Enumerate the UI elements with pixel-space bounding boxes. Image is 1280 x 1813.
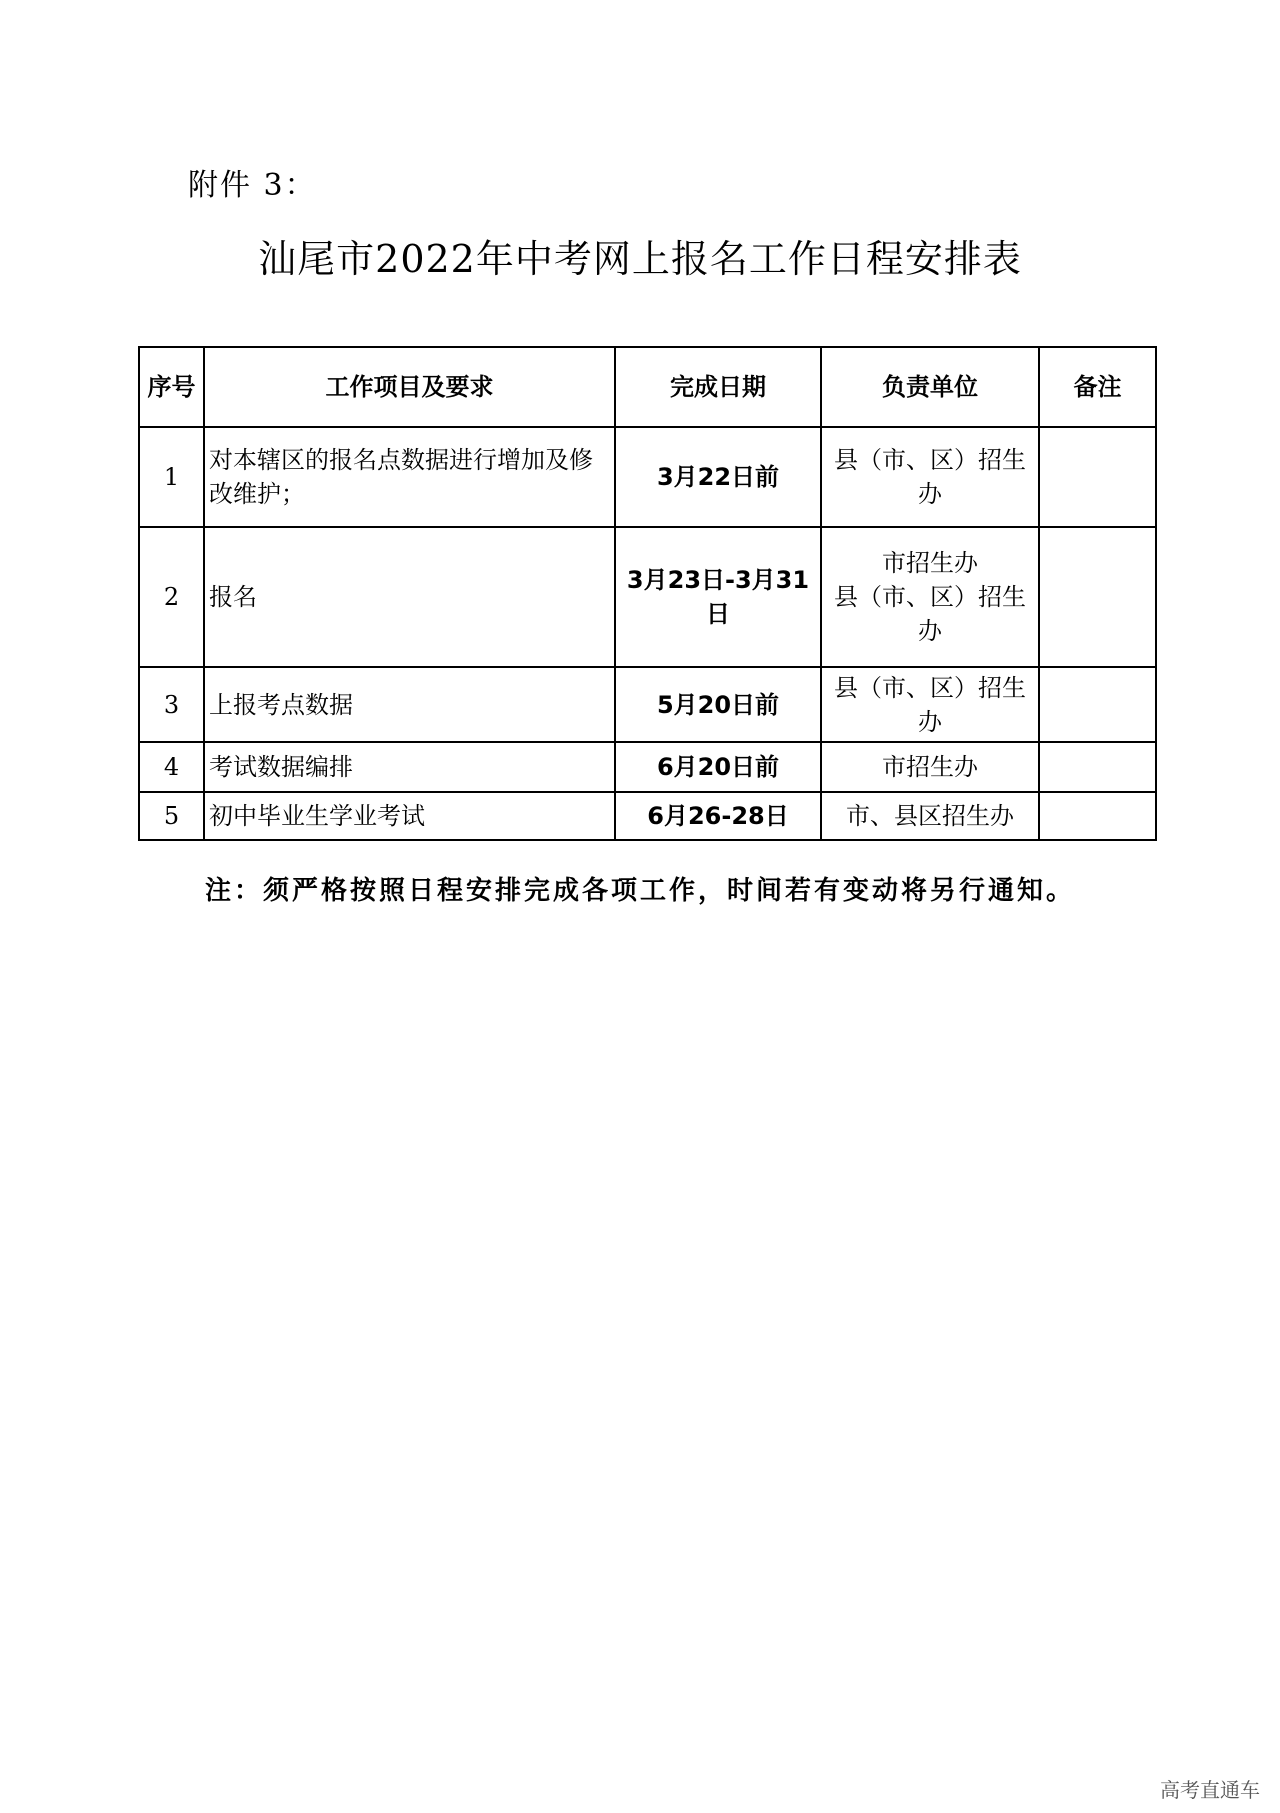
table-row [139, 427, 1156, 527]
remark-cell [1039, 667, 1156, 742]
task-cell: 报名 [204, 527, 615, 667]
unit-line: 县（市、区）招生办 [834, 583, 1026, 645]
unit-line: 市、县区招生办 [846, 802, 1014, 830]
table-row [139, 667, 1156, 742]
table-row [139, 792, 1156, 840]
unit-line: 县（市、区）招生办 [834, 446, 1026, 508]
date-cell: 3月23日-3月31日 [615, 527, 821, 667]
column-header-date: 完成日期 [615, 347, 821, 427]
page-title: 汕尾市2022年中考网上报名工作日程安排表 [258, 237, 1022, 281]
column-header-unit: 负责单位 [821, 347, 1039, 427]
table-header-row [139, 347, 1156, 427]
column-header-task: 工作项目及要求 [204, 347, 615, 427]
unit-line: 县（市、区）招生办 [834, 673, 1026, 736]
row-number: 2 [139, 527, 204, 667]
date-cell: 5月20日前 [615, 667, 821, 742]
date-cell: 3月22日前 [615, 427, 821, 527]
unit-cell [821, 792, 1039, 840]
remark-cell [1039, 427, 1156, 527]
watermark-text: 高考直通车 [1160, 1778, 1260, 1802]
row-number: 4 [139, 742, 204, 792]
attachment-label: 附件 3： [188, 168, 317, 203]
unit-cell [821, 667, 1039, 742]
date-cell: 6月20日前 [615, 742, 821, 792]
table-row [139, 527, 1156, 667]
row-number: 5 [139, 792, 204, 840]
footnote: 注：须严格按照日程安排完成各项工作，时间若有变动将另行通知。 [205, 876, 1076, 906]
task-cell: 对本辖区的报名点数据进行增加及修改维护； [204, 427, 615, 527]
date-cell: 6月26-28日 [615, 792, 821, 840]
row-number: 1 [139, 427, 204, 527]
task-cell: 初中毕业生学业考试 [204, 792, 615, 840]
remark-cell [1039, 792, 1156, 840]
unit-cell [821, 527, 1039, 667]
column-header-remark: 备注 [1039, 347, 1156, 427]
column-header-no: 序号 [139, 347, 204, 427]
task-cell: 上报考点数据 [204, 667, 615, 742]
remark-cell [1039, 527, 1156, 667]
unit-line: 市招生办 [882, 753, 978, 781]
row-number: 3 [139, 667, 204, 742]
unit-cell [821, 742, 1039, 792]
table-row [139, 742, 1156, 792]
unit-line: 市招生办 [882, 549, 978, 577]
remark-cell [1039, 742, 1156, 792]
unit-cell [821, 427, 1039, 527]
schedule-table [138, 346, 1157, 841]
task-cell: 考试数据编排 [204, 742, 615, 792]
